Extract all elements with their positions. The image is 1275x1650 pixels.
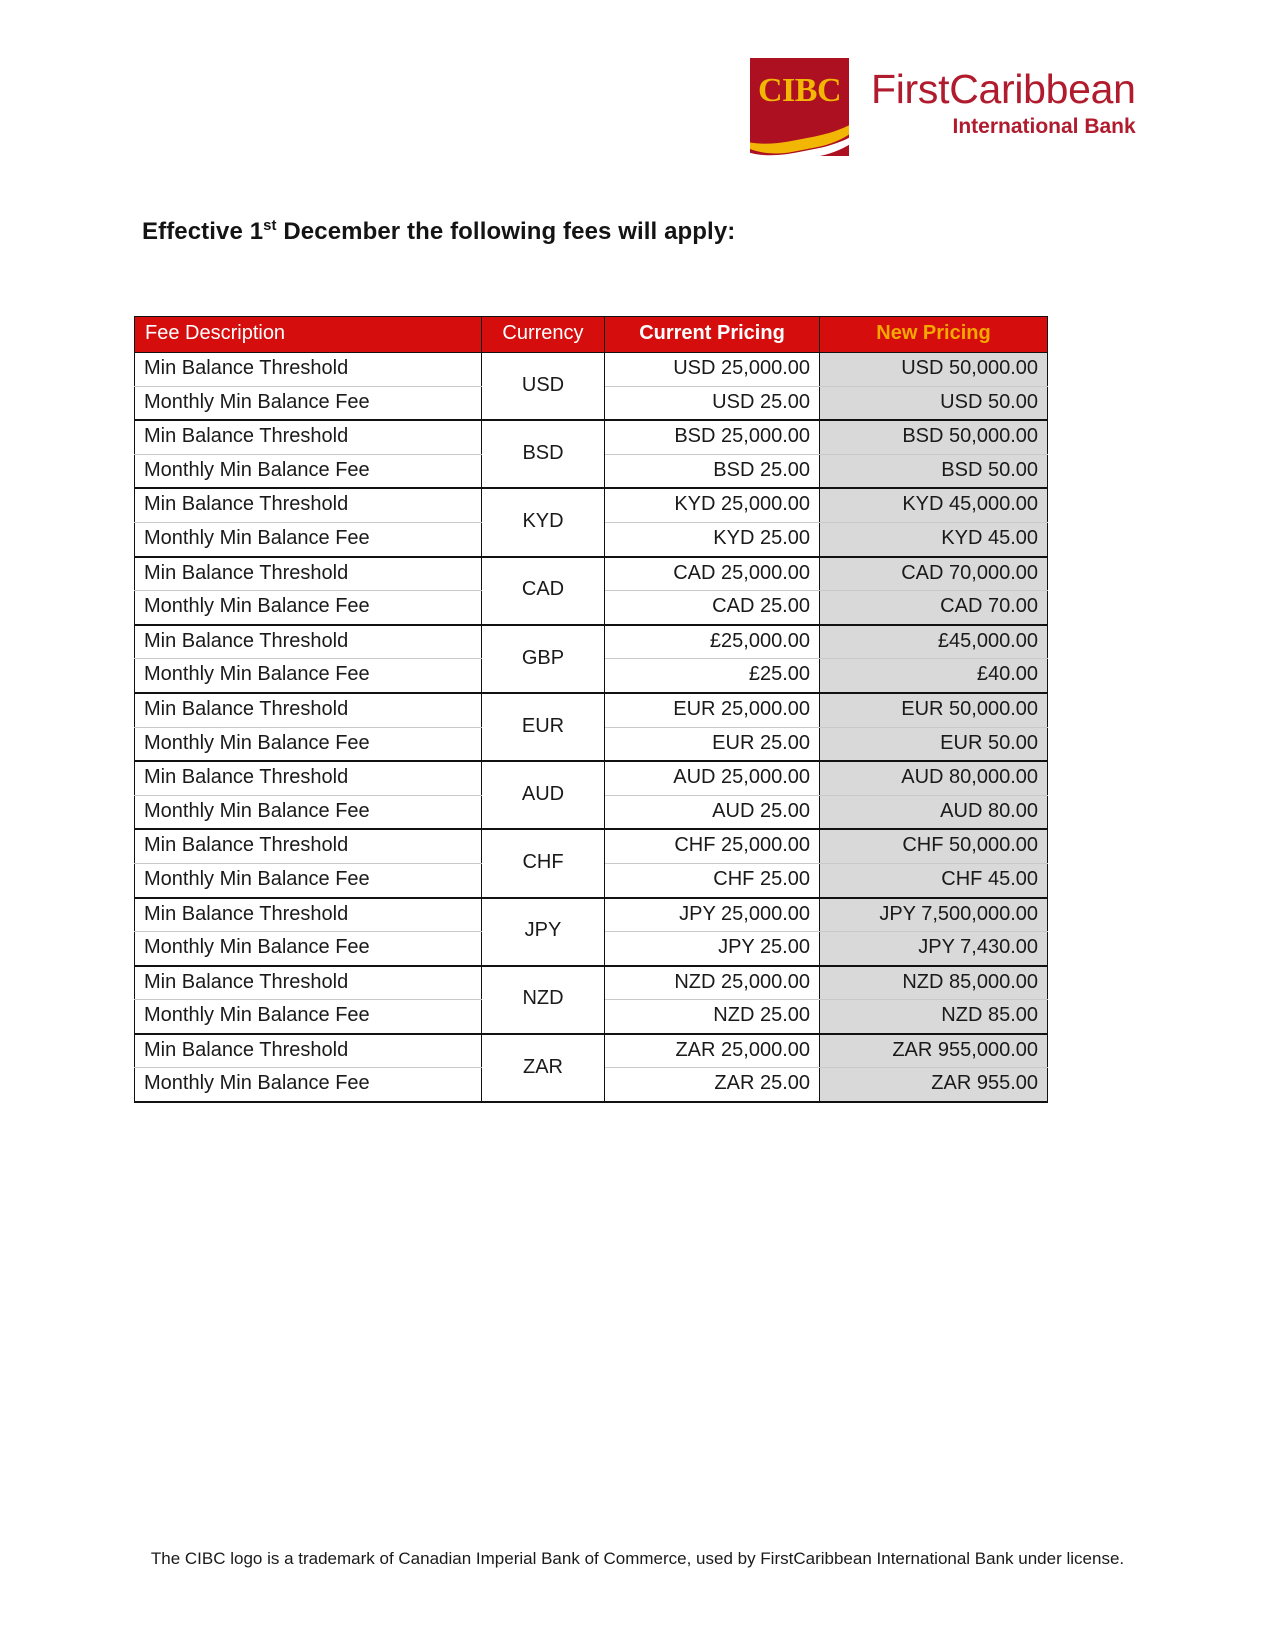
cell-new-pricing: EUR 50.00 bbox=[820, 727, 1048, 761]
cell-new-pricing: CHF 45.00 bbox=[820, 863, 1048, 897]
cell-currency: CAD bbox=[482, 557, 605, 625]
page-title-prefix: Effective 1 bbox=[142, 218, 264, 245]
cell-new-pricing: NZD 85,000.00 bbox=[820, 966, 1048, 1000]
cell-currency: USD bbox=[482, 353, 605, 421]
table-header bbox=[135, 317, 1048, 353]
column-header-currency: Currency bbox=[482, 317, 605, 353]
cell-fee-description: Min Balance Threshold bbox=[135, 898, 482, 932]
cell-current-pricing: £25.00 bbox=[605, 659, 820, 693]
cell-fee-description: Min Balance Threshold bbox=[135, 761, 482, 795]
cell-current-pricing: KYD 25.00 bbox=[605, 522, 820, 556]
cell-current-pricing: NZD 25.00 bbox=[605, 1000, 820, 1034]
cell-new-pricing: KYD 45,000.00 bbox=[820, 488, 1048, 522]
table-row bbox=[135, 1034, 1048, 1068]
table-header-row bbox=[135, 317, 1048, 353]
logo-primary-text: FirstCaribbean bbox=[871, 66, 1136, 112]
cell-current-pricing: KYD 25,000.00 bbox=[605, 488, 820, 522]
cell-fee-description: Min Balance Threshold bbox=[135, 829, 482, 863]
cell-current-pricing: ZAR 25,000.00 bbox=[605, 1034, 820, 1068]
cell-fee-description: Min Balance Threshold bbox=[135, 625, 482, 659]
table-row bbox=[135, 353, 1048, 387]
table-row bbox=[135, 693, 1048, 727]
cell-new-pricing: CAD 70,000.00 bbox=[820, 557, 1048, 591]
table-row bbox=[135, 420, 1048, 454]
cell-fee-description: Monthly Min Balance Fee bbox=[135, 522, 482, 556]
table-row bbox=[135, 488, 1048, 522]
cell-current-pricing: CHF 25,000.00 bbox=[605, 829, 820, 863]
cell-fee-description: Monthly Min Balance Fee bbox=[135, 1068, 482, 1102]
cell-new-pricing: AUD 80.00 bbox=[820, 795, 1048, 829]
cell-currency: EUR bbox=[482, 693, 605, 761]
footer-disclaimer: The CIBC logo is a trademark of Canadian Imperial Bank of Commerce, used by FirstCaribbean International Bank under license. bbox=[150, 1549, 1125, 1568]
cell-new-pricing: CAD 70.00 bbox=[820, 591, 1048, 625]
cell-fee-description: Monthly Min Balance Fee bbox=[135, 454, 482, 488]
cell-current-pricing: JPY 25.00 bbox=[605, 932, 820, 966]
cell-current-pricing: £25,000.00 bbox=[605, 625, 820, 659]
cell-currency: BSD bbox=[482, 420, 605, 488]
table-row bbox=[135, 898, 1048, 932]
cell-new-pricing: USD 50.00 bbox=[820, 386, 1048, 420]
column-header-new-pricing: New Pricing bbox=[820, 317, 1048, 353]
cell-new-pricing: £45,000.00 bbox=[820, 625, 1048, 659]
table-body bbox=[135, 353, 1048, 1103]
cell-currency: AUD bbox=[482, 761, 605, 829]
cell-fee-description: Min Balance Threshold bbox=[135, 693, 482, 727]
cell-current-pricing: EUR 25,000.00 bbox=[605, 693, 820, 727]
cell-fee-description: Monthly Min Balance Fee bbox=[135, 1000, 482, 1034]
cell-current-pricing: CAD 25.00 bbox=[605, 591, 820, 625]
table-row bbox=[135, 966, 1048, 1000]
cell-current-pricing: USD 25,000.00 bbox=[605, 353, 820, 387]
page-title-suffix: December the following fees will apply: bbox=[276, 218, 736, 245]
cell-new-pricing: NZD 85.00 bbox=[820, 1000, 1048, 1034]
cell-fee-description: Min Balance Threshold bbox=[135, 557, 482, 591]
cell-currency: KYD bbox=[482, 488, 605, 556]
cell-fee-description: Min Balance Threshold bbox=[135, 353, 482, 387]
cell-new-pricing: USD 50,000.00 bbox=[820, 353, 1048, 387]
table-row bbox=[135, 557, 1048, 591]
cell-current-pricing: NZD 25,000.00 bbox=[605, 966, 820, 1000]
cell-currency: CHF bbox=[482, 829, 605, 897]
cell-new-pricing: AUD 80,000.00 bbox=[820, 761, 1048, 795]
cell-current-pricing: BSD 25,000.00 bbox=[605, 420, 820, 454]
cell-currency: JPY bbox=[482, 898, 605, 966]
cell-fee-description: Monthly Min Balance Fee bbox=[135, 727, 482, 761]
cell-fee-description: Monthly Min Balance Fee bbox=[135, 795, 482, 829]
cell-current-pricing: JPY 25,000.00 bbox=[605, 898, 820, 932]
cell-fee-description: Monthly Min Balance Fee bbox=[135, 863, 482, 897]
cell-new-pricing: BSD 50,000.00 bbox=[820, 420, 1048, 454]
cell-current-pricing: ZAR 25.00 bbox=[605, 1068, 820, 1102]
cell-new-pricing: £40.00 bbox=[820, 659, 1048, 693]
cell-current-pricing: AUD 25.00 bbox=[605, 795, 820, 829]
table-row bbox=[135, 625, 1048, 659]
cell-new-pricing: JPY 7,430.00 bbox=[820, 932, 1048, 966]
table-row bbox=[135, 761, 1048, 795]
cell-current-pricing: EUR 25.00 bbox=[605, 727, 820, 761]
cell-fee-description: Monthly Min Balance Fee bbox=[135, 932, 482, 966]
cell-fee-description: Monthly Min Balance Fee bbox=[135, 591, 482, 625]
cell-currency: GBP bbox=[482, 625, 605, 693]
cell-new-pricing: BSD 50.00 bbox=[820, 454, 1048, 488]
fee-schedule-table bbox=[134, 316, 1048, 1103]
cell-fee-description: Monthly Min Balance Fee bbox=[135, 386, 482, 420]
cell-fee-description: Min Balance Threshold bbox=[135, 420, 482, 454]
cibc-firstcaribbean-logo bbox=[750, 58, 1136, 156]
cibc-logo-mark bbox=[750, 58, 849, 156]
cell-new-pricing: ZAR 955.00 bbox=[820, 1068, 1048, 1102]
cell-new-pricing: CHF 50,000.00 bbox=[820, 829, 1048, 863]
page-title-ordinal: st bbox=[263, 218, 277, 234]
cell-current-pricing: CHF 25.00 bbox=[605, 863, 820, 897]
cell-current-pricing: USD 25.00 bbox=[605, 386, 820, 420]
cell-currency: NZD bbox=[482, 966, 605, 1034]
logo-secondary-text: International Bank bbox=[952, 115, 1136, 139]
cell-new-pricing: JPY 7,500,000.00 bbox=[820, 898, 1048, 932]
cibc-wordmark-text: CIBC bbox=[757, 72, 842, 109]
cell-fee-description: Min Balance Threshold bbox=[135, 488, 482, 522]
cell-new-pricing: KYD 45.00 bbox=[820, 522, 1048, 556]
cell-new-pricing: EUR 50,000.00 bbox=[820, 693, 1048, 727]
table-row bbox=[135, 829, 1048, 863]
cell-currency: ZAR bbox=[482, 1034, 605, 1102]
logo-text-block bbox=[871, 58, 1136, 139]
cell-fee-description: Monthly Min Balance Fee bbox=[135, 659, 482, 693]
cell-fee-description: Min Balance Threshold bbox=[135, 966, 482, 1000]
cell-fee-description: Min Balance Threshold bbox=[135, 1034, 482, 1068]
cell-new-pricing: ZAR 955,000.00 bbox=[820, 1034, 1048, 1068]
column-header-current-pricing: Current Pricing bbox=[605, 317, 820, 353]
cell-current-pricing: AUD 25,000.00 bbox=[605, 761, 820, 795]
column-header-fee-description: Fee Description bbox=[135, 317, 482, 353]
page-title bbox=[142, 218, 735, 246]
cell-current-pricing: BSD 25.00 bbox=[605, 454, 820, 488]
cell-current-pricing: CAD 25,000.00 bbox=[605, 557, 820, 591]
fee-schedule-table-wrapper bbox=[134, 316, 1047, 1103]
